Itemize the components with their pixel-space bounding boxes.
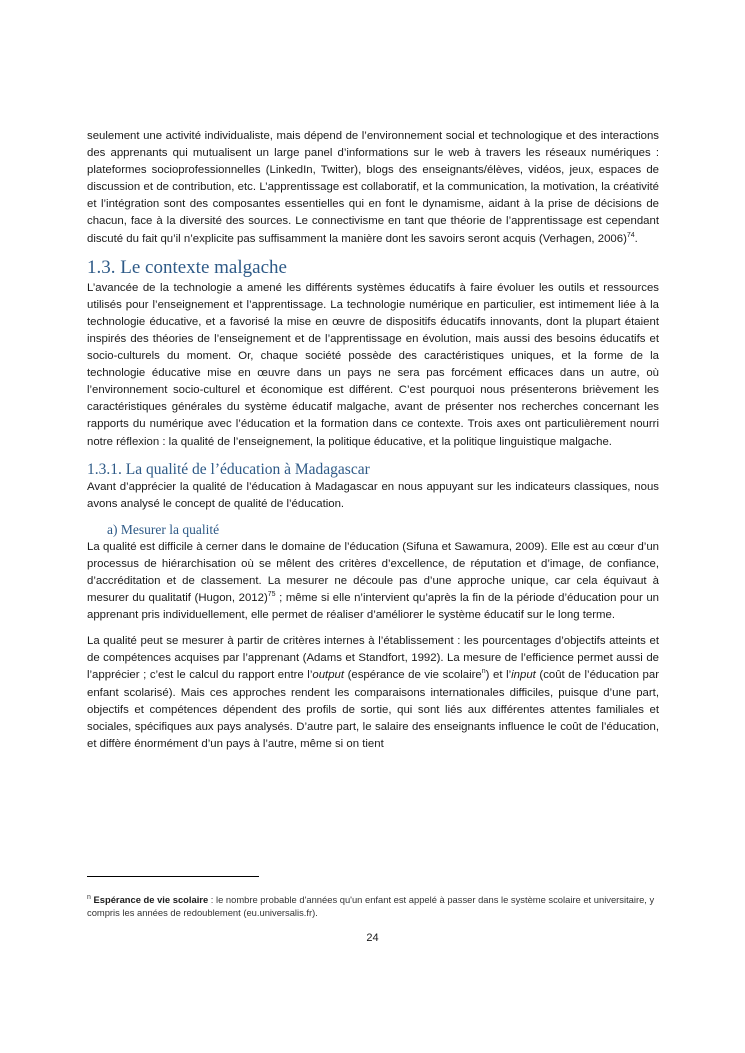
- term-output: output: [312, 669, 345, 682]
- subsection-heading-a: a) Mesurer la qualité: [107, 521, 220, 537]
- footnote: [87, 893, 662, 919]
- term-input: input: [511, 669, 536, 682]
- footnote-marker: n: [87, 893, 91, 901]
- intro-text: seulement une activité individualiste, mais dépend de l’environnement social et technologique et des interactions des apprenants qui mutualisent un large panel d’informations sur le web à travers les réseaux numériques : plateformes socioprofessionnelles (LinkedIn, Twitter), blogs des enseignants/élèves, vidéos, jeux, espaces de discussion et de contribution, etc. L’apprentissage est collaboratif, et la communication, la motivation, la créativité et l’intégration sont des composantes essentielles qui en font le dynamisme, aidant à la prise de décisions de chacun, face à la diversité des sources. Le connectivisme en tant que théorie de l’apprentissage est cependant discuté du fait qu’il n’explicite pas suffisamment la manière dont les savoirs seront acquis (Verhagen, 2006): [87, 130, 659, 245]
- section-heading-1-3-1: 1.3.1. La qualité de l’éducation à Madagascar: [87, 460, 370, 478]
- page-body: [87, 128, 659, 753]
- section-1-3-paragraph: L’avancée de la technologie a amené les différents systèmes éducatifs à faire évoluer les outils et ressources utilisés pour l’enseignement et l’apprentissage. La technologie numérique en particulier, est intimement liée à la technologie éducative, et a favorisé la mise en œuvre de dispositifs éducatifs innovants, dont la plupart étaient inspirés des théories de l’enseignement et de l’apprentissage en évolution, mais aussi des besoins éducatifs et socio-culturels du moment. Or, chaque société possède des caractéristiques uniques, et la forme de la technologie éducative mise en œuvre dans un pays ne sera pas forcément efficaces dans un autre, où l’environnement socio-culturel et économique est différent. C’est pourquoi nous présenterons brièvement les caractéristiques générales du système éducatif malgache, avant de présenter nos recherches concernant les rapports du numérique avec l’éducation et la formation dans ce contexte. Trois axes ont particulièrement nourri notre réflexion : la qualité de l’enseignement, la politique éducative, et la politique linguistique malgache.: [87, 281, 659, 448]
- footnote-text: : le nombre probable d'années qu'un enfant est appelé à passer dans le système scolaire et universitaire, y compris les années de redoublement (eu.universalis.fr).: [87, 894, 655, 918]
- footnote-ref-n[interactable]: n: [481, 668, 486, 676]
- quality-paragraph-2: La qualité peut se mesurer à partir de critères internes à l’établissement : les pourcentages d’objectifs atteints et de compétences acquises par l’apprenant (Adams et Standfort, 1992). La mesure de l’efficience permet aussi de l’apprécier ; c’est le calcul du rapport entre l’output (espérance de vie scolaire$^n$) et l’input (coût de l’éducation par enfant scolarisé). Mais ces approches rendent les comparaisons internationales difficiles, puisque d’une part, objectifs et compétences dépendent des profils de sortie, qui sont liés aux différentes attentes familiales et sociales, spécifiques aux pays analysés. D’autre part, le salaire des enseignants influence le coût de l’éducation, et diffère énormément d’un pays à l’autre, même si on tient: [87, 635, 659, 750]
- section-1-3-1-paragraph: Avant d’apprécier la qualité de l’éducation à Madagascar en nous appuyant sur les indicateurs classiques, nous avons analysé le concept de qualité de l’éducation.: [87, 480, 659, 510]
- section-heading-1-3: 1.3. Le contexte malgache: [87, 256, 287, 278]
- footnote-separator: [87, 876, 259, 877]
- footnote-term: Espérance de vie scolaire: [93, 894, 209, 905]
- footnote-ref-74[interactable]: 74: [626, 231, 635, 239]
- page-number: 24: [366, 932, 379, 944]
- intro-paragraph: seulement une activité individualiste, mais dépend de l’environnement social et technologique et des interactions des apprenants qui mutualisent un large panel d’informations sur le web à travers les réseaux numériques : plateformes socioprofessionnelles (LinkedIn, Twitter), blogs des enseignants/élèves, vidéos, jeux, espaces de discussion et de contribution, etc. L’apprentissage est collaboratif, et la communication, la motivation, la créativité et l’intégration sont des composantes essentielles qui en font le dynamisme, aidant à la prise de décisions de chacun, face à la diversité des sources. Le connectivisme en tant que théorie de l’apprentissage est cependant discuté du fait qu’il n’explicite pas suffisamment la manière dont les savoirs seront acquis (Verhagen, 2006)$^{74}$.: [87, 130, 659, 245]
- quality-paragraph-1: La qualité est difficile à cerner dans le domaine de l’éducation (Sifuna et Sawamura, 2009). Elle est au cœur d’un processus de hiérarchisation où se mêlent des critères d’excellence, de réputation et d’image, de confiance, d’accréditation et de classement. La mesurer ne découle pas d’une approche unique, car cela équivaut à mesurer du qualitatif (Hugon, 2012)$^{75}$ ; même si elle n’intervient qu’après la fin de la période d’éducation pour un apprenant pris individuellement, elle permet de réaliser d’améliorer le système éducatif sur le long terme.: [87, 540, 659, 622]
- footnote-ref-75[interactable]: 75: [267, 591, 276, 599]
